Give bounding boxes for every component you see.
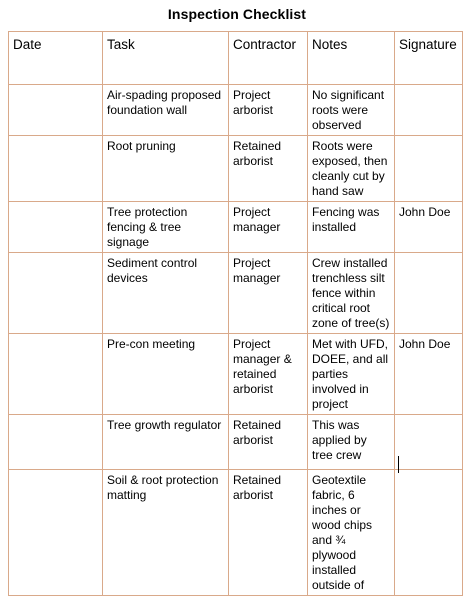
notes-cell[interactable]: Roots were exposed, then cleanly cut by hand saw xyxy=(308,136,395,202)
signature-cell[interactable] xyxy=(395,415,463,470)
date-cell[interactable] xyxy=(9,415,103,470)
task-cell[interactable]: Tree protection fencing & tree signage xyxy=(103,202,229,253)
table-row xyxy=(9,470,463,596)
contractor-cell[interactable]: Retained arborist xyxy=(229,470,308,596)
task-cell[interactable]: Tree growth regulator xyxy=(103,415,229,470)
signature-cell[interactable]: John Doe xyxy=(395,202,463,253)
text-cursor xyxy=(398,456,399,473)
header-date: Date xyxy=(9,32,103,85)
task-cell[interactable]: Soil & root protection matting xyxy=(103,470,229,596)
task-cell[interactable]: Pre-con meeting xyxy=(103,334,229,415)
contractor-cell[interactable]: Project manager & retained arborist xyxy=(229,334,308,415)
task-cell[interactable]: Sediment control devices xyxy=(103,253,229,334)
signature-cell[interactable]: John Doe xyxy=(395,334,463,415)
table-header-row xyxy=(9,32,463,85)
date-cell[interactable] xyxy=(9,470,103,596)
date-cell[interactable] xyxy=(9,136,103,202)
table-row xyxy=(9,202,463,253)
table-row xyxy=(9,415,463,470)
signature-cell[interactable] xyxy=(395,85,463,136)
signature-cell[interactable] xyxy=(395,136,463,202)
notes-cell[interactable]: Geotextile fabric, 6 inches or wood chips and ¾ plywood installed outside of xyxy=(308,470,395,596)
notes-cell[interactable]: No significant roots were observed xyxy=(308,85,395,136)
table-row xyxy=(9,85,463,136)
header-contractor: Contractor xyxy=(229,32,308,85)
table-row xyxy=(9,136,463,202)
notes-cell[interactable]: Crew installed trenchless silt fence within critical root zone of tree(s) xyxy=(308,253,395,334)
task-cell[interactable]: Root pruning xyxy=(103,136,229,202)
date-cell[interactable] xyxy=(9,334,103,415)
signature-cell[interactable] xyxy=(395,470,463,596)
date-cell[interactable] xyxy=(9,202,103,253)
notes-cell[interactable]: Met with UFD, DOEE, and all parties involved in project xyxy=(308,334,395,415)
table-row xyxy=(9,334,463,415)
inspection-checklist-table xyxy=(8,31,463,596)
contractor-cell[interactable]: Project manager xyxy=(229,202,308,253)
date-cell[interactable] xyxy=(9,253,103,334)
document-title: Inspection Checklist xyxy=(167,6,307,22)
header-signature: Signature xyxy=(395,32,463,85)
date-cell[interactable] xyxy=(9,85,103,136)
table-row xyxy=(9,253,463,334)
header-task: Task xyxy=(103,32,229,85)
contractor-cell[interactable]: Retained arborist xyxy=(229,136,308,202)
contractor-cell[interactable]: Project manager xyxy=(229,253,308,334)
contractor-cell[interactable]: Retained arborist xyxy=(229,415,308,470)
header-notes: Notes xyxy=(308,32,395,85)
contractor-cell[interactable]: Project arborist xyxy=(229,85,308,136)
signature-cell[interactable] xyxy=(395,253,463,334)
notes-cell[interactable]: Fencing was installed xyxy=(308,202,395,253)
notes-cell[interactable]: This was applied by tree crew xyxy=(308,415,395,470)
task-cell[interactable]: Air-spading proposed foundation wall xyxy=(103,85,229,136)
